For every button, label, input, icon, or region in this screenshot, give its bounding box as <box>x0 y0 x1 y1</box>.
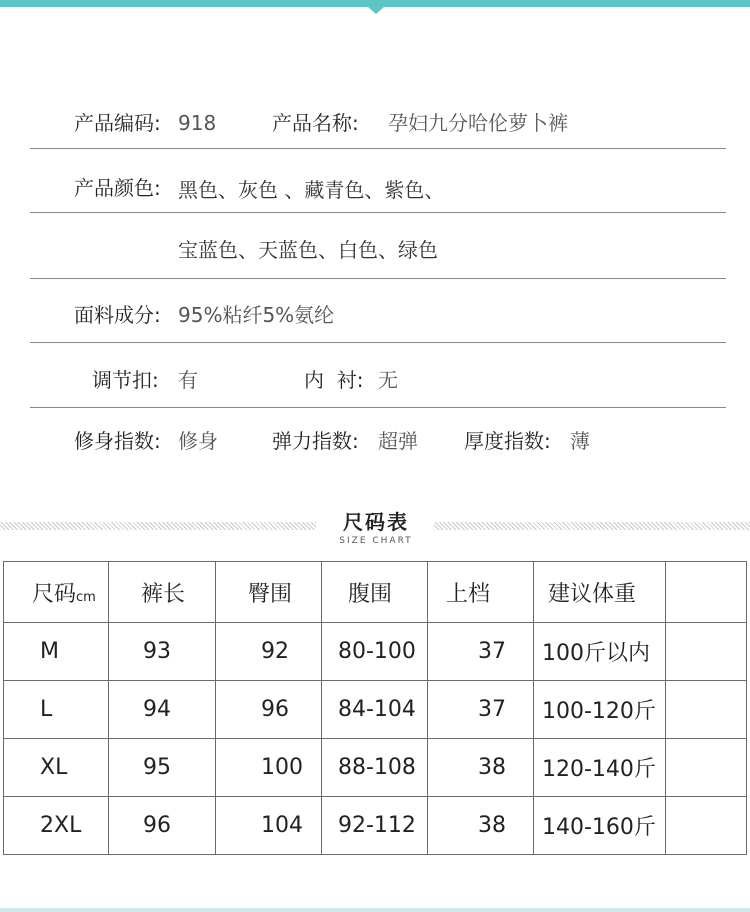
title-stripe-left <box>0 522 316 530</box>
cell-belly: 92-112 <box>322 797 428 855</box>
cell-weight: 140-160斤 <box>534 797 666 855</box>
bottom-accent-bar <box>0 908 750 912</box>
product-code-row <box>0 103 750 143</box>
fit-value: 修身 <box>178 429 218 453</box>
cell-rise: 38 <box>428 739 534 797</box>
stretch-label: 弹力指数: <box>272 429 359 453</box>
top-accent-bar <box>0 0 750 7</box>
lining-value: 无 <box>378 368 398 392</box>
product-color-line2: 宝蓝色、天蓝色、白色、绿色 <box>178 238 438 262</box>
cell-length: 93 <box>109 623 216 681</box>
divider <box>30 342 726 343</box>
divider <box>30 278 726 279</box>
divider <box>30 407 726 408</box>
product-name-label: 产品名称: <box>272 111 359 135</box>
cell-rise: 37 <box>428 681 534 739</box>
size-chart-title-cn: 尺码表 <box>343 510 409 534</box>
thickness-label: 厚度指数: <box>464 429 551 453</box>
header-weight: 建议体重 <box>534 562 666 623</box>
cell-weight: 100斤以内 <box>534 623 666 681</box>
cell-weight: 120-140斤 <box>534 739 666 797</box>
table-header-row <box>4 562 747 623</box>
cell-belly: 80-100 <box>322 623 428 681</box>
product-color-row-2 <box>0 230 750 270</box>
cell-hip: 92 <box>216 623 322 681</box>
header-size: 尺码cm <box>4 562 109 623</box>
cell-hip: 96 <box>216 681 322 739</box>
cell-rise: 37 <box>428 623 534 681</box>
product-color-row <box>0 170 750 210</box>
header-hip: 臀围 <box>216 562 322 623</box>
cell-size: M <box>4 623 109 681</box>
cell-size: 2XL <box>4 797 109 855</box>
cell-size: XL <box>4 739 109 797</box>
product-color-line1: 黑色、灰色 、藏青色、紫色、 <box>178 178 445 202</box>
top-notch-arrow <box>368 7 384 14</box>
buckle-label: 调节扣: <box>92 368 159 392</box>
cell-length: 94 <box>109 681 216 739</box>
size-chart-title-en: SIZE CHART <box>339 536 413 546</box>
header-length: 裤长 <box>109 562 216 623</box>
cell-extra <box>666 623 747 681</box>
divider <box>30 212 726 213</box>
table-row <box>4 623 747 681</box>
fabric-value: 95%粘纤5%氨纶 <box>178 303 335 327</box>
buckle-lining-row <box>0 360 750 400</box>
table-row <box>4 681 747 739</box>
cell-hip: 104 <box>216 797 322 855</box>
thickness-value: 薄 <box>570 429 590 453</box>
table-row <box>4 739 747 797</box>
table-row <box>4 797 747 855</box>
cell-weight: 100-120斤 <box>534 681 666 739</box>
cell-extra <box>666 681 747 739</box>
cell-rise: 38 <box>428 797 534 855</box>
product-name-value: 孕妇九分哈伦萝卜裤 <box>388 111 568 135</box>
cell-belly: 84-104 <box>322 681 428 739</box>
size-chart-table <box>3 561 747 855</box>
title-stripe-right <box>434 522 750 530</box>
divider <box>30 148 726 149</box>
header-extra <box>666 562 747 623</box>
cell-extra <box>666 739 747 797</box>
fabric-label: 面料成分: <box>74 303 161 327</box>
size-chart-title <box>0 508 750 552</box>
cell-extra <box>666 797 747 855</box>
product-code-value: 918 <box>178 111 217 135</box>
cell-hip: 100 <box>216 739 322 797</box>
header-belly: 腹围 <box>322 562 428 623</box>
cell-size: L <box>4 681 109 739</box>
lining-label: 内 衬: <box>304 368 364 392</box>
header-rise: 上档 <box>428 562 534 623</box>
indices-row <box>0 421 750 461</box>
buckle-value: 有 <box>178 368 198 392</box>
cell-belly: 88-108 <box>322 739 428 797</box>
fit-label: 修身指数: <box>74 429 161 453</box>
cell-length: 95 <box>109 739 216 797</box>
product-color-label: 产品颜色: <box>74 176 161 200</box>
product-code-label: 产品编码: <box>74 111 161 135</box>
stretch-value: 超弹 <box>378 429 418 453</box>
fabric-row <box>0 295 750 335</box>
cell-length: 96 <box>109 797 216 855</box>
header-unit: cm <box>76 589 96 605</box>
